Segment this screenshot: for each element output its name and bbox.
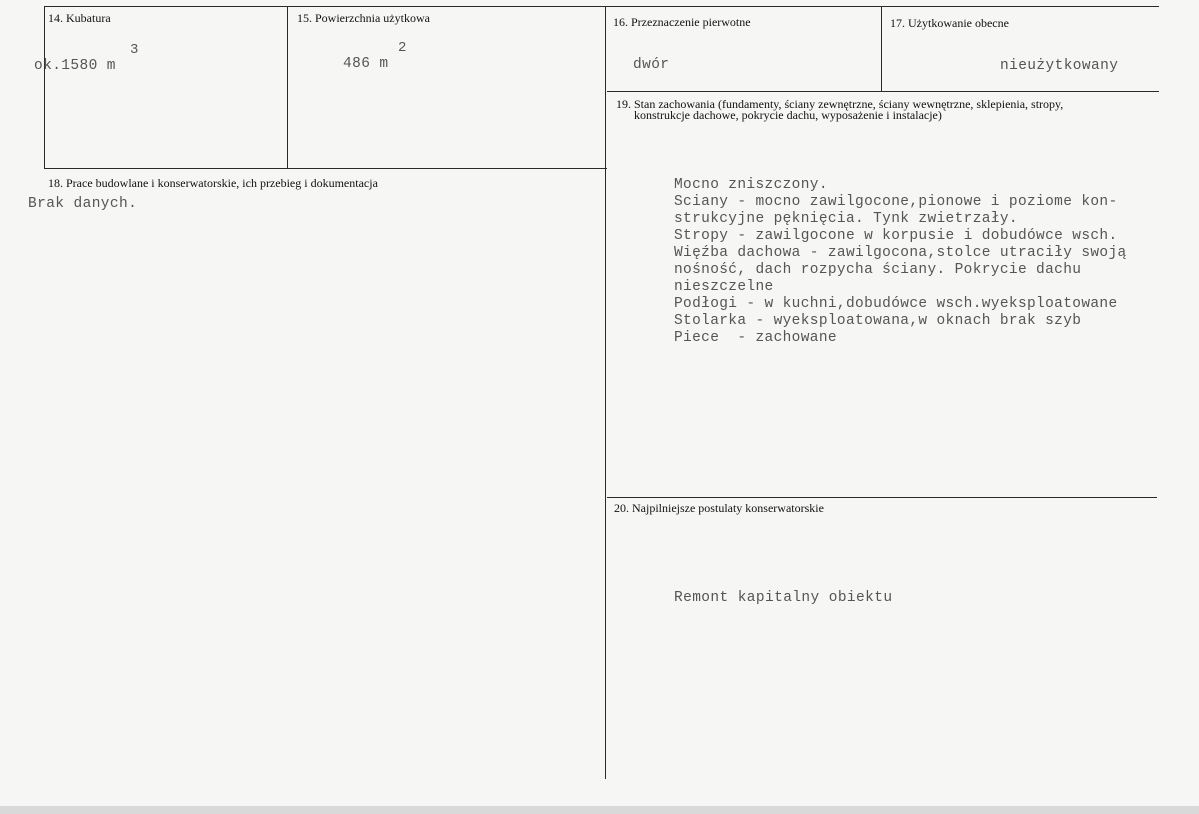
divider-16-17 bbox=[881, 6, 882, 92]
rule-below-19 bbox=[607, 497, 1157, 498]
field-18-value: Brak danych. bbox=[28, 196, 138, 212]
center-divider bbox=[605, 6, 606, 779]
field-16-value: dwór bbox=[633, 57, 670, 73]
field-15-superscript: 2 bbox=[398, 40, 407, 56]
field-16-label: 16. Przeznaczenie pierwotne bbox=[613, 15, 751, 29]
field-19-line: Piece - zachowane bbox=[674, 330, 837, 346]
field-17-value: nieużytkowany bbox=[1000, 58, 1119, 74]
field-19-line: Podłogi - w kuchni,dobudówce wsch.wyeksploatowane bbox=[674, 296, 1118, 312]
field-19-line: strukcyjne pęknięcia. Tynk zwietrzały. bbox=[674, 211, 1018, 227]
field-17-label: 17. Użytkowanie obecne bbox=[890, 16, 1009, 30]
field-19-label-line2: konstrukcje dachowe, pokrycie dachu, wyposażenie i instalacje) bbox=[634, 108, 942, 122]
rule-below-14-15 bbox=[44, 168, 607, 169]
field-20-value: Remont kapitalny obiektu bbox=[674, 590, 893, 606]
field-19-line: nieszczelne bbox=[674, 279, 774, 295]
top-rule bbox=[44, 6, 1159, 7]
divider-14-15 bbox=[287, 6, 288, 169]
left-border bbox=[44, 6, 45, 169]
field-14-value: ok.1580 m bbox=[34, 58, 116, 74]
field-19-line: Mocno zniszczony. bbox=[674, 177, 828, 193]
rule-below-16-17 bbox=[607, 91, 1159, 92]
field-19-text bbox=[674, 177, 1127, 347]
field-19-line: Więźba dachowa - zawilgocona,stolce utraciły swoją bbox=[674, 245, 1127, 261]
field-19-line: Sciany - mocno zawilgocone,pionowe i poziome kon- bbox=[674, 194, 1118, 210]
field-15-value: 486 m bbox=[343, 56, 389, 72]
field-18-label: 18. Prace budowlane i konserwatorskie, ich przebieg i dokumentacja bbox=[48, 176, 378, 190]
scan-bottom-edge bbox=[0, 806, 1199, 814]
field-19-line: nośność, dach rozpycha ściany. Pokrycie dachu bbox=[674, 262, 1082, 278]
field-19-line: Stropy - zawilgocone w korpusie i dobudówce wsch. bbox=[674, 228, 1118, 244]
field-19-label-line1: 19. Stan zachowania (fundamenty, ściany zewnętrzne, ściany wewnętrzne, sklepienia, stropy, bbox=[616, 97, 1064, 111]
field-20-label: 20. Najpilniejsze postulaty konserwatorskie bbox=[614, 501, 824, 515]
field-14-superscript: 3 bbox=[130, 42, 139, 58]
field-19-line: Stolarka - wyeksploatowana,w oknach brak szyb bbox=[674, 313, 1082, 329]
field-15-label: 15. Powierzchnia użytkowa bbox=[297, 11, 430, 25]
field-14-label: 14. Kubatura bbox=[48, 11, 111, 25]
